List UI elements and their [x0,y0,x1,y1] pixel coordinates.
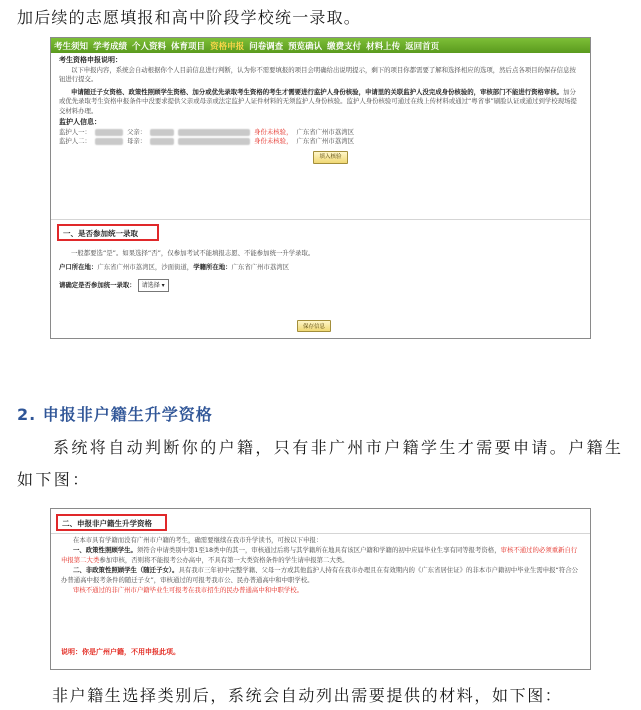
qualification-notice [59,88,582,117]
hukou-label: 户口所在地： [59,263,98,271]
redacted-name [95,138,123,145]
nav-item-upload[interactable]: 材料上传 [366,41,401,52]
section-non-hukou: 二、申报非户籍生升学资格 [56,514,167,531]
redacted-name [150,129,174,136]
divider [51,219,590,220]
redacted-name [95,129,123,136]
redacted-id [178,129,250,136]
nav-item-home[interactable]: 返回首页 [405,41,440,52]
nav-bar [51,38,590,53]
guardian-title: 监护人信息： [59,118,101,126]
admission-select[interactable] [138,279,169,292]
divider [51,533,590,534]
nav-item-preview[interactable]: 预览确认 [288,41,323,52]
item-migrant [61,565,581,585]
select-value: 请选择 [141,282,160,289]
guardian1-unverified: 身份未核验， [254,127,293,136]
qualification-screenshot [50,37,591,339]
hukou-note: 说明：你是广州户籍，不用申报此项。 [61,648,180,656]
item-policy-title: 一、政策性照顾学生。 [73,546,137,554]
section-heading: 2. 申报非户籍生升学资格 [17,405,213,424]
section-desc: 一般都要选“是”。如果选择“否”，仅参加考试不能填报志愿、不能参加统一升学录取。 [71,249,315,257]
item-policy-warning: 审核不通过的必须重新自行申报第二大类 [61,546,578,564]
nav-item-payment[interactable]: 缴费支付 [327,41,362,52]
guardian2-unverified: 身份未核验， [254,137,293,145]
location-row [59,262,579,273]
bottom-paragraph: 非户籍生选择类别后，系统会自动列出需要提供的材料，如下图： [52,686,563,705]
guardian1-relation: 父亲： [126,127,147,136]
item-policy [61,545,581,565]
item-policy-tail: 参加审核，否则将不能报考公办高中，不具有第一大类资格条件的学生请申报第二大类。 [99,556,349,564]
confirm-label: 请确定是否参加统一录取： [59,281,136,289]
guardian1-region: 广东省广州市荔湾区 [296,127,354,136]
nav-item-profile[interactable]: 个人资料 [132,41,167,52]
notice-red: 才需要 [281,87,302,96]
item-policy-text: 须符合申请类别中第1至18类中的其一，审核通过后将与其学籍所在地具有该区户籍和学籍的初中应届毕业生享有同等报考资格， [136,546,501,554]
guardian2-label: 监护人二： [59,137,91,145]
nav-item-notice[interactable]: 考生须知 [54,41,89,52]
guardian2-relation: 母亲： [126,137,147,145]
item-migrant-warning: 审核不通过的非广州市户籍毕业生可报考在我市招生的民办普通高中和中职学校。 [73,586,304,594]
notice-part1: 申请随迁子女资格、政策性照顾学生资格、加分或优先录取考生资格的考生 [71,87,282,96]
guardian-row-2 [59,137,582,147]
nav-item-scores[interactable]: 学考成绩 [93,41,128,52]
nav-item-survey[interactable]: 问卷调查 [249,41,284,52]
non-hukou-screenshot [50,508,591,670]
section-unified-admission: 一、是否参加统一录取 [57,224,159,241]
nav-item-sports[interactable]: 体育项目 [171,41,206,52]
mid-paragraph: 系统将自动判断你的户籍，只有非广州市户籍学生才需要申请。户籍生如下图： [17,438,624,489]
nav-item-qualification[interactable]: 资格申报 [210,41,245,52]
notice-part4: 加分或优先录取考生资格申报条件中没要求提供父亲或母亲或法定监护人证件材料的无须监护人身份核验。监护人身份核验可通过在线上传材料或通过“粤省事”刷脸认证或通过到学校现场提交材料办理。 [59,87,577,115]
redacted-id [178,138,250,145]
non-hukou-intro: 在本市具有学籍而没有广州市户籍的考生，确需要继续在我市升学读书，可按以下申报： [73,536,323,544]
item-migrant-text: 具有我市三年初中完整学籍、父母一方或其他监护人持有在我市办理且在有效期内的《广东省居住证》的非本市户籍初中毕业生需申报“符合公办普通高中报考条件的随迁子女”，审核通过的可报考我市公、民办普通高中和中职学校。 [61,566,578,584]
guardian2-region: 广东省广州市荔湾区 [296,137,354,145]
save-button[interactable]: 保存信息 [297,320,331,332]
guardian1-label: 监护人一： [59,127,91,136]
school-value: 广东省广州市荔湾区 [231,263,290,271]
hukou-value: 广东省广州市荔湾区，沙面街道， [97,263,194,271]
notice-part3: 审核部门不能进行资格审核。 [480,87,564,96]
notice-part2: 进行监护人身份核验，申请里的关联监护人没完成身份核验的， [301,87,480,96]
chevron-down-icon: ▾ [161,282,165,289]
redacted-name [150,138,174,145]
verify-button[interactable]: 填入核验 [313,151,347,165]
confirm-row [59,279,579,292]
item-migrant-title: 二、非政策性照顾学生（随迁子女）。 [73,566,179,574]
guardian-row-1 [59,128,582,138]
top-paragraph: 加后续的志愿填报和高中阶段学校统一录取。 [17,8,362,27]
qualification-intro: 以下申报内容，系统会自动根据你个人目前信息进行判断，认为你不需要填报的项目会明确给出说明提示，剩下的项目你都需要了解和选择相应的选项，然后点各项目的保存信息按钮进行提交。 [59,65,576,83]
school-label: 学籍所在地： [193,263,232,271]
qualification-title: 考生资格申报说明： [59,56,122,64]
